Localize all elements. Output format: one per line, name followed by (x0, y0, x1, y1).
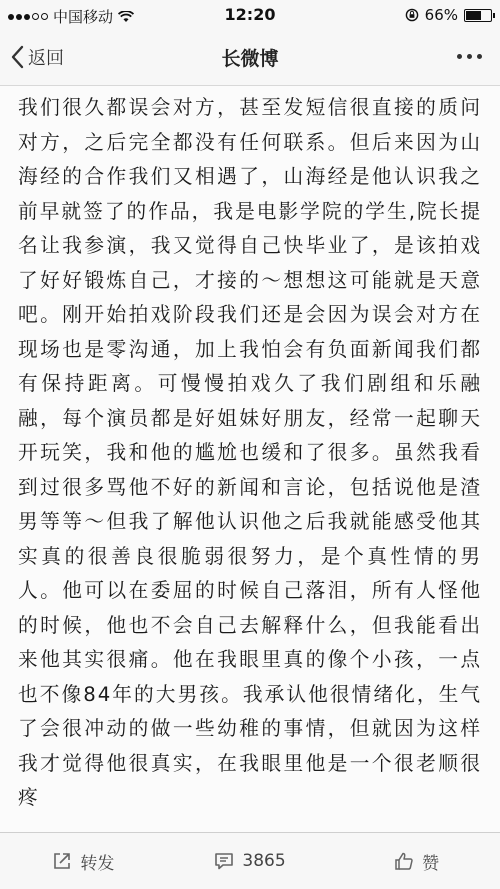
like-label: 赞 (422, 853, 440, 874)
article-text: 我们很久都误会对方，甚至发短信很直接的质问对方，之后完全都没有任何联系。但后来因为山海经的合作我们又相遇了，山海经是他认识我之前早就签了的作品，我是电影学院的学生,院长提名让我参演，我又觉得自己快毕业了，是该拍戏了好好锻炼自己，才接的～想想这可能就是天意吧。刚开始拍戏阶段我们还是会因为误会对方在现场也是零沟通，加上我怕会有负面新闻我们都有保持距离。可慢慢拍戏久了我们剧组和乐融融，每个演员都是好姐妹好朋友，经常一起聊天开玩笑，我和他的尴尬也缓和了很多。虽然我看到过很多骂他不好的新闻和言论，包括说他是渣男等等～但我了解他认识他之后我就能感受他其实真的很善良很脆弱很努力，是个真性情的男人。他可以在委屈的时候自己落泪，所有人怪他的时候，他也不会自己去解释什么，但我能看出来他其实很痛。他在我眼里真的像个小孩，一点也不像84年的大男孩。我承认他很情绪化，生气了会很冲动的做一些幼稚的事情，但就因为这样我才觉得他很真实，在我眼里他是一个很老顺很疼 (18, 96, 482, 809)
comment-button[interactable] (167, 833, 334, 889)
repost-button[interactable] (0, 833, 167, 889)
page-title: 长微博 (221, 48, 279, 70)
nav-bar (0, 30, 500, 86)
rotation-lock-icon (405, 8, 419, 22)
bottom-toolbar (0, 832, 500, 889)
back-label: 返回 (28, 48, 64, 69)
battery-percent: 66% (424, 6, 458, 24)
like-button[interactable] (333, 833, 500, 889)
more-dots-icon[interactable] (457, 54, 482, 59)
repost-icon (52, 851, 72, 871)
chevron-left-icon (10, 45, 24, 69)
article-content[interactable] (0, 86, 500, 832)
comment-icon (214, 851, 234, 871)
back-button[interactable] (10, 44, 64, 70)
clock: 12:20 (224, 5, 276, 24)
status-right (405, 6, 492, 24)
carrier-label: 中国移动 (53, 8, 114, 26)
repost-label: 转发 (80, 853, 115, 874)
status-bar (0, 0, 500, 30)
thumbs-up-icon (394, 851, 414, 871)
battery-icon (464, 9, 492, 22)
comment-count: 3865 (242, 851, 286, 871)
